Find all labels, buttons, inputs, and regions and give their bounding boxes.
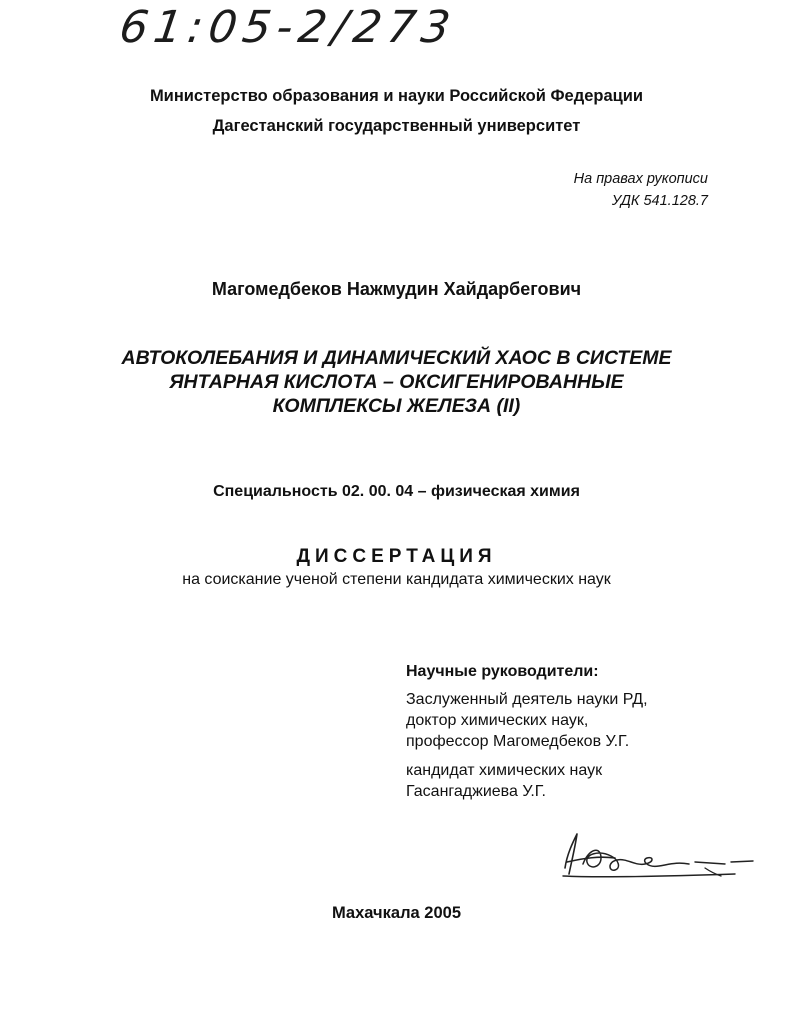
- supervisors-heading: Научные руководители:: [406, 663, 599, 680]
- ministry-name: Министерство образования и науки Российской Федерации: [149, 87, 644, 105]
- title-line: АВТОКОЛЕБАНИЯ И ДИНАМИЧЕСКИЙ ХАОС В СИСТЕМЕ: [121, 347, 672, 369]
- title-line: КОМПЛЕКСЫ ЖЕЛЕЗА (II): [272, 395, 521, 417]
- archive-code-handwritten: 61:05-2/273: [116, 2, 460, 53]
- university-name: Дагестанский государственный университет: [212, 117, 581, 135]
- supervisor-line: кандидат химических наук: [406, 762, 603, 779]
- title-line: ЯНТАРНАЯ КИСЛОТА – ОКСИГЕНИРОВАННЫЕ: [169, 371, 624, 393]
- dissertation-title: [0, 346, 793, 418]
- author-name: Магомедбеков Нажмудин Хайдарбегович: [211, 279, 582, 299]
- supervisor-line: Гасангаджиева У.Г.: [406, 783, 546, 800]
- manuscript-rights: На правах рукописи: [573, 171, 708, 187]
- dissertation-heading: ДИССЕРТАЦИЯ: [296, 546, 497, 567]
- dissertation-subtitle: на соискание ученой степени кандидата химических наук: [182, 571, 611, 588]
- specialty: Специальность 02. 00. 04 – физическая химия: [213, 483, 580, 500]
- signature-icon: [555, 828, 760, 890]
- supervisor-line: Заслуженный деятель науки РД,: [406, 691, 648, 708]
- supervisors-block: [406, 661, 648, 802]
- city-year: Махачкала 2005: [331, 904, 462, 922]
- rights-block: [574, 168, 708, 212]
- udc-code: УДК 541.128.7: [611, 193, 708, 209]
- supervisor-line: доктор химических наук,: [406, 712, 589, 729]
- supervisor-line: профессор Магомедбеков У.Г.: [406, 733, 630, 750]
